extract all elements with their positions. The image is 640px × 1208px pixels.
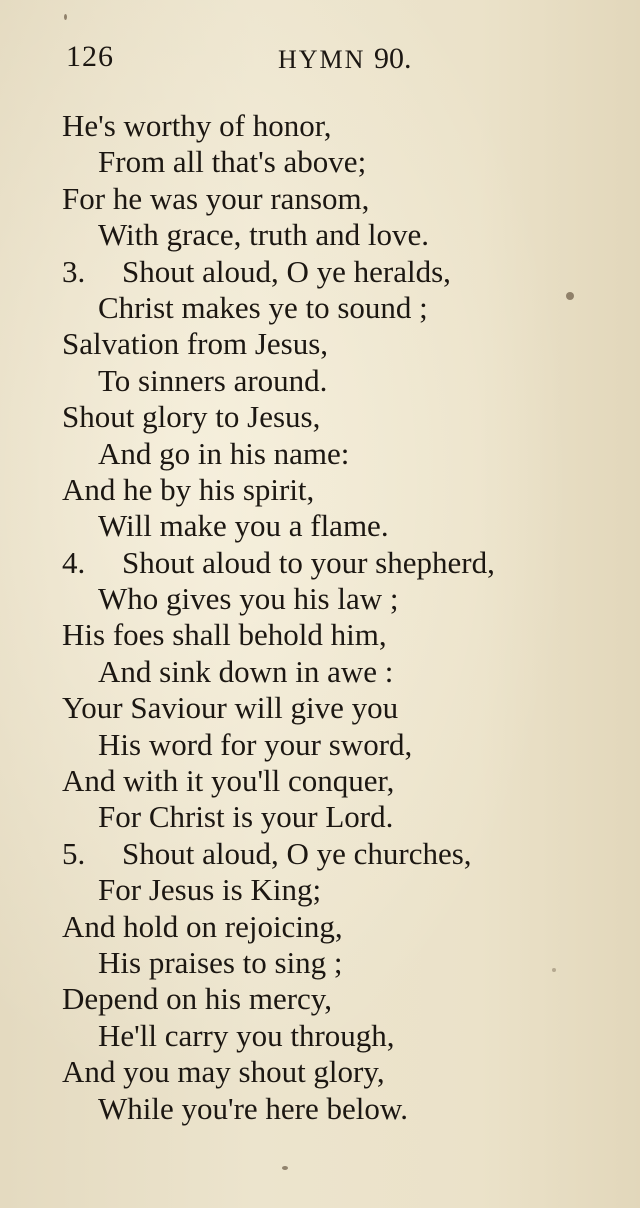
verse-line-text: Shout aloud, O ye heralds,	[122, 253, 451, 289]
stanza-number: 3.	[62, 253, 86, 289]
page-number: 126	[66, 40, 114, 73]
verse-line: And you may shout glory,	[62, 1054, 385, 1090]
verse-line: His foes shall behold him,	[62, 617, 387, 653]
verse-line: And he by his spirit,	[62, 471, 315, 507]
verse-line: He's worthy of honor,	[62, 108, 332, 143]
verse-line: And with it you'll conquer,	[62, 763, 395, 799]
verse-line: And go in his name:	[98, 435, 350, 471]
verse-line: Salvation from Jesus,	[62, 326, 329, 362]
verse-line: And hold on rejoicing,	[62, 908, 343, 944]
verse-line: And sink down in awe :	[98, 653, 394, 689]
verse-line: For he was your ransom,	[62, 180, 370, 216]
hymn-number: 90.	[373, 42, 412, 75]
verse-line: Will make you a flame.	[98, 508, 389, 544]
hymn-title-word: HYMN	[278, 45, 366, 74]
paper-speck	[566, 292, 574, 300]
verse-line-text: Shout aloud, O ye churches,	[122, 835, 472, 871]
verse-line: His praises to sing ;	[98, 944, 343, 980]
verse-line: Christ makes ye to sound ;	[98, 289, 428, 325]
running-header	[66, 40, 466, 80]
verse-line: Shout glory to Jesus,	[62, 399, 321, 435]
verse-line: From all that's above;	[98, 144, 367, 180]
verse-line: For Jesus is King;	[98, 872, 322, 908]
verse-line	[62, 545, 632, 581]
stanza-number: 5.	[62, 835, 86, 871]
verse-line: For Christ is your Lord.	[98, 799, 394, 835]
paper-speck	[64, 14, 67, 20]
verse-line: While you're here below.	[98, 1090, 408, 1126]
hymn-text	[62, 108, 632, 1127]
stanza-4	[62, 545, 632, 836]
stanza-5	[62, 836, 632, 1127]
verse-line: With grace, truth and love.	[98, 217, 430, 253]
verse-line	[62, 836, 632, 872]
paper-speck	[552, 968, 556, 972]
verse-line	[62, 254, 632, 290]
verse-line: Your Saviour will give you	[62, 690, 399, 726]
verse-line: His word for your sword,	[98, 726, 413, 762]
stanza-3	[62, 254, 632, 545]
verse-line: He'll carry you through,	[98, 1017, 395, 1053]
verse-line: Who gives you his law ;	[98, 581, 399, 617]
stanza-continued	[62, 108, 632, 254]
stanza-number: 4.	[62, 544, 86, 580]
verse-line-text: Shout aloud to your shepherd,	[122, 544, 495, 580]
verse-line: To sinners around.	[98, 362, 328, 398]
hymn-title	[278, 42, 411, 76]
paper-speck	[282, 1166, 288, 1170]
verse-line: Depend on his mercy,	[62, 981, 333, 1017]
